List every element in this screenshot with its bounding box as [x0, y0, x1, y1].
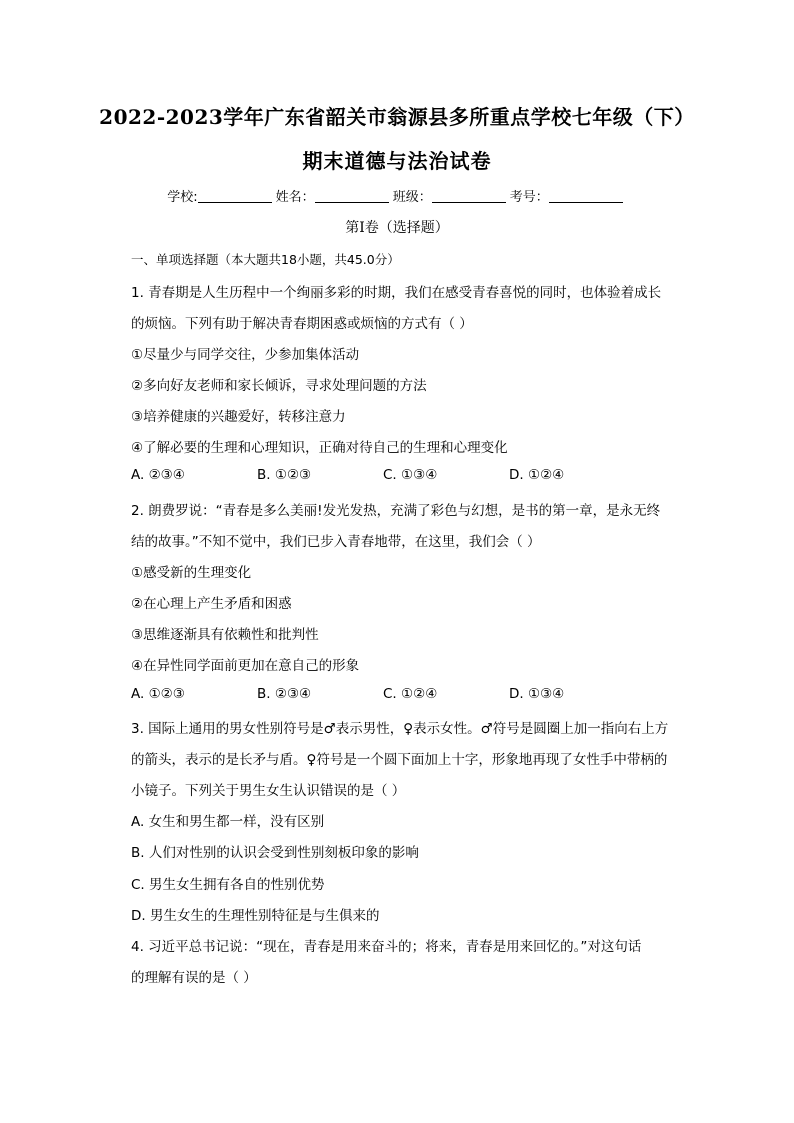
school-blank — [198, 189, 272, 203]
exam-no-blank — [549, 189, 623, 203]
exam-no-label: 考号： — [509, 190, 549, 205]
exam-title-line2: 期末道德与法治试卷 — [302, 149, 492, 173]
question-3-stem-line1: 3. 国际上通用的男女性别符号是♂表示男性，♀表示女性。♂符号是圆圈上加一指向右上方 — [131, 721, 669, 737]
section-title: 第Ⅰ卷（选择题） — [345, 220, 449, 236]
question-2-stem-line2: 结的故事。”不知不觉中，我们已步入青春地带，在这里，我们会（ ） — [131, 534, 541, 550]
question-3-option-a[interactable]: A. 女生和男生都一样，没有区别 — [131, 814, 325, 830]
question-3-stem-line3: 小镜子。下列关于男生女生认识错误的是（ ） — [131, 783, 406, 799]
question-1-stem-line2: 的烦恼。下列有助于解决青春期困惑或烦恼的方式有（ ） — [131, 316, 473, 332]
question-2-item-1: ①感受新的生理变化 — [131, 565, 252, 581]
class-label: 班级： — [392, 190, 432, 205]
question-1-item-2: ②多向好友老师和家长倾诉，寻求处理问题的方法 — [131, 378, 427, 394]
question-3-option-d[interactable]: D. 男生女生的生理性别特征是与生俱来的 — [131, 908, 380, 924]
question-2-item-4: ④在异性同学面前更加在意自己的形象 — [131, 658, 360, 674]
question-2-item-2: ②在心理上产生矛盾和困惑 — [131, 596, 292, 612]
choice-b[interactable]: B. ①②③ — [257, 467, 312, 483]
choice-d[interactable]: D. ①③④ — [509, 686, 565, 702]
choice-d[interactable]: D. ①②④ — [509, 467, 565, 483]
question-1-item-1: ①尽量少与同学交往，少参加集体活动 — [131, 347, 360, 363]
question-4-stem-line1: 4. 习近平总书记说：“现在，青春是用来奋斗的；将来，青春是用来回忆的。”对这句话 — [131, 939, 642, 955]
question-4-stem-line2: 的理解有误的是（ ） — [131, 970, 257, 986]
question-2-choices — [131, 686, 635, 702]
question-3-option-b[interactable]: B. 人们对性别的认识会受到性别刻板印象的影响 — [131, 845, 419, 861]
question-3-stem-line2: 的箭头，表示的是长矛与盾。♀符号是一个圆下面加上十字，形象地再现了女性手中带柄的 — [131, 752, 668, 768]
student-info-line — [0, 186, 794, 205]
question-1-item-4: ④了解必要的生理和心理知识，正确对待自己的生理和心理变化 — [131, 440, 508, 456]
choice-a[interactable]: A. ②③④ — [131, 467, 185, 483]
class-blank — [432, 189, 506, 203]
choice-b[interactable]: B. ②③④ — [257, 686, 312, 702]
question-1-stem-line1: 1. 青春期是人生历程中一个绚丽多彩的时期，我们在感受青春喜悦的同时，也体验着成长 — [131, 285, 662, 301]
question-2-item-3: ③思维逐渐具有依赖性和批判性 — [131, 627, 319, 643]
question-2-stem-line1: 2. 朗费罗说：“青春是多么美丽!发光发热，充满了彩色与幻想，是书的第一章，是永无终 — [131, 503, 661, 519]
part-heading: 一、单项选择题（本大题共18小题，共45.0分） — [131, 252, 400, 267]
choice-a[interactable]: A. ①②③ — [131, 686, 185, 702]
exam-title-line1: 2022-2023学年广东省韶关市翁源县多所重点学校七年级（下） — [99, 105, 695, 129]
name-label: 姓名： — [275, 190, 315, 205]
choice-c[interactable]: C. ①②④ — [383, 686, 438, 702]
question-1-item-3: ③培养健康的兴趣爱好，转移注意力 — [131, 409, 346, 425]
question-3-option-c[interactable]: C. 男生女生拥有各自的性别优势 — [131, 877, 325, 893]
question-1-choices — [131, 467, 635, 483]
name-blank — [315, 189, 389, 203]
choice-c[interactable]: C. ①③④ — [383, 467, 438, 483]
school-label: 学校: — [167, 190, 198, 205]
